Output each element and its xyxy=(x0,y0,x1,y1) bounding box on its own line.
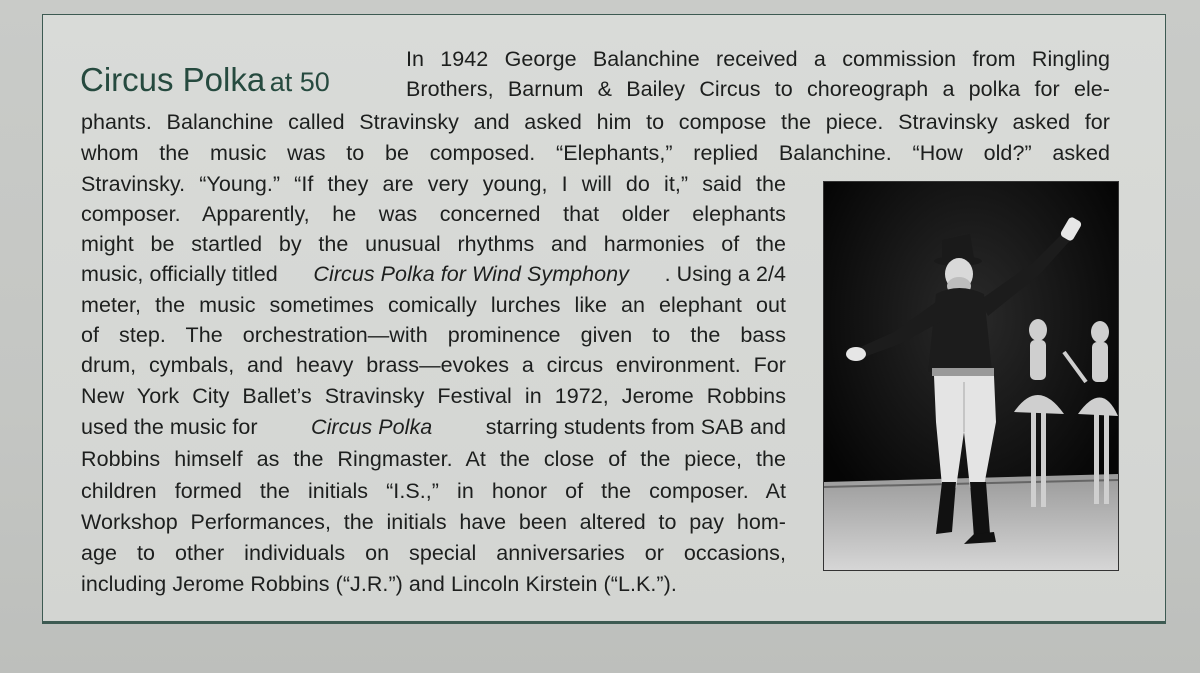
body-line-6: composer. Apparently, he was concerned that older elephants xyxy=(81,202,786,226)
title-main: Circus Polka xyxy=(80,61,266,98)
body-line-4: whom the music was to be composed. “Elephants,” replied Balanchine. “How old?” asked xyxy=(81,141,1110,165)
body-line-12: New York City Ballet’s Stravinsky Festival in 1972, Jerome Robbins xyxy=(81,384,786,408)
body-line-13-italic-title: Circus Polka xyxy=(311,415,433,439)
body-line-8-part-3: . Using a 2/4 xyxy=(664,262,786,286)
body-line-9: meter, the music sometimes comically lurches like an elephant out xyxy=(81,293,786,317)
body-line-18: including Jerome Robbins (“J.R.”) and Lincoln Kirstein (“L.K.”). xyxy=(81,572,677,596)
body-line-8-italic-title: Circus Polka for Wind Symphony xyxy=(313,262,629,286)
body-line-13-part-3: starring students from SAB and xyxy=(485,415,786,439)
body-line-11: drum, cymbals, and heavy brass—evokes a circus environment. For xyxy=(81,353,786,377)
title-sub: at 50 xyxy=(269,67,330,97)
body-line-1: In 1942 George Balanchine received a commission from Ringling xyxy=(406,47,1110,71)
body-line-8 xyxy=(81,259,786,289)
body-line-17: age to other individuals on special anniversaries or occasions, xyxy=(81,541,786,565)
body-line-5: Stravinsky. “Young.” “If they are very young, I will do it,” said the xyxy=(81,172,786,196)
article-title xyxy=(80,61,330,106)
body-line-10: of step. The orchestration—with prominence given to the bass xyxy=(81,323,786,347)
body-line-3: phants. Balanchine called Stravinsky and asked him to compose the piece. Stravinsky asked for xyxy=(81,110,1110,134)
body-line-16: Workshop Performances, the initials have been altered to pay hom- xyxy=(81,510,786,534)
body-line-7: might be startled by the unusual rhythms and harmonies of the xyxy=(81,232,786,256)
body-line-15: children formed the initials “I.S.,” in honor of the composer. At xyxy=(81,479,786,503)
body-line-8-part-1: music, officially titled xyxy=(81,262,278,286)
body-line-13-part-1: used the music for xyxy=(81,415,258,439)
body-line-2: Brothers, Barnum & Bailey Circus to choreograph a polka for ele- xyxy=(406,77,1110,101)
body-line-14: Robbins himself as the Ringmaster. At the close of the piece, the xyxy=(81,447,786,471)
body-line-13 xyxy=(81,412,786,442)
ringmaster-photo xyxy=(823,181,1119,571)
